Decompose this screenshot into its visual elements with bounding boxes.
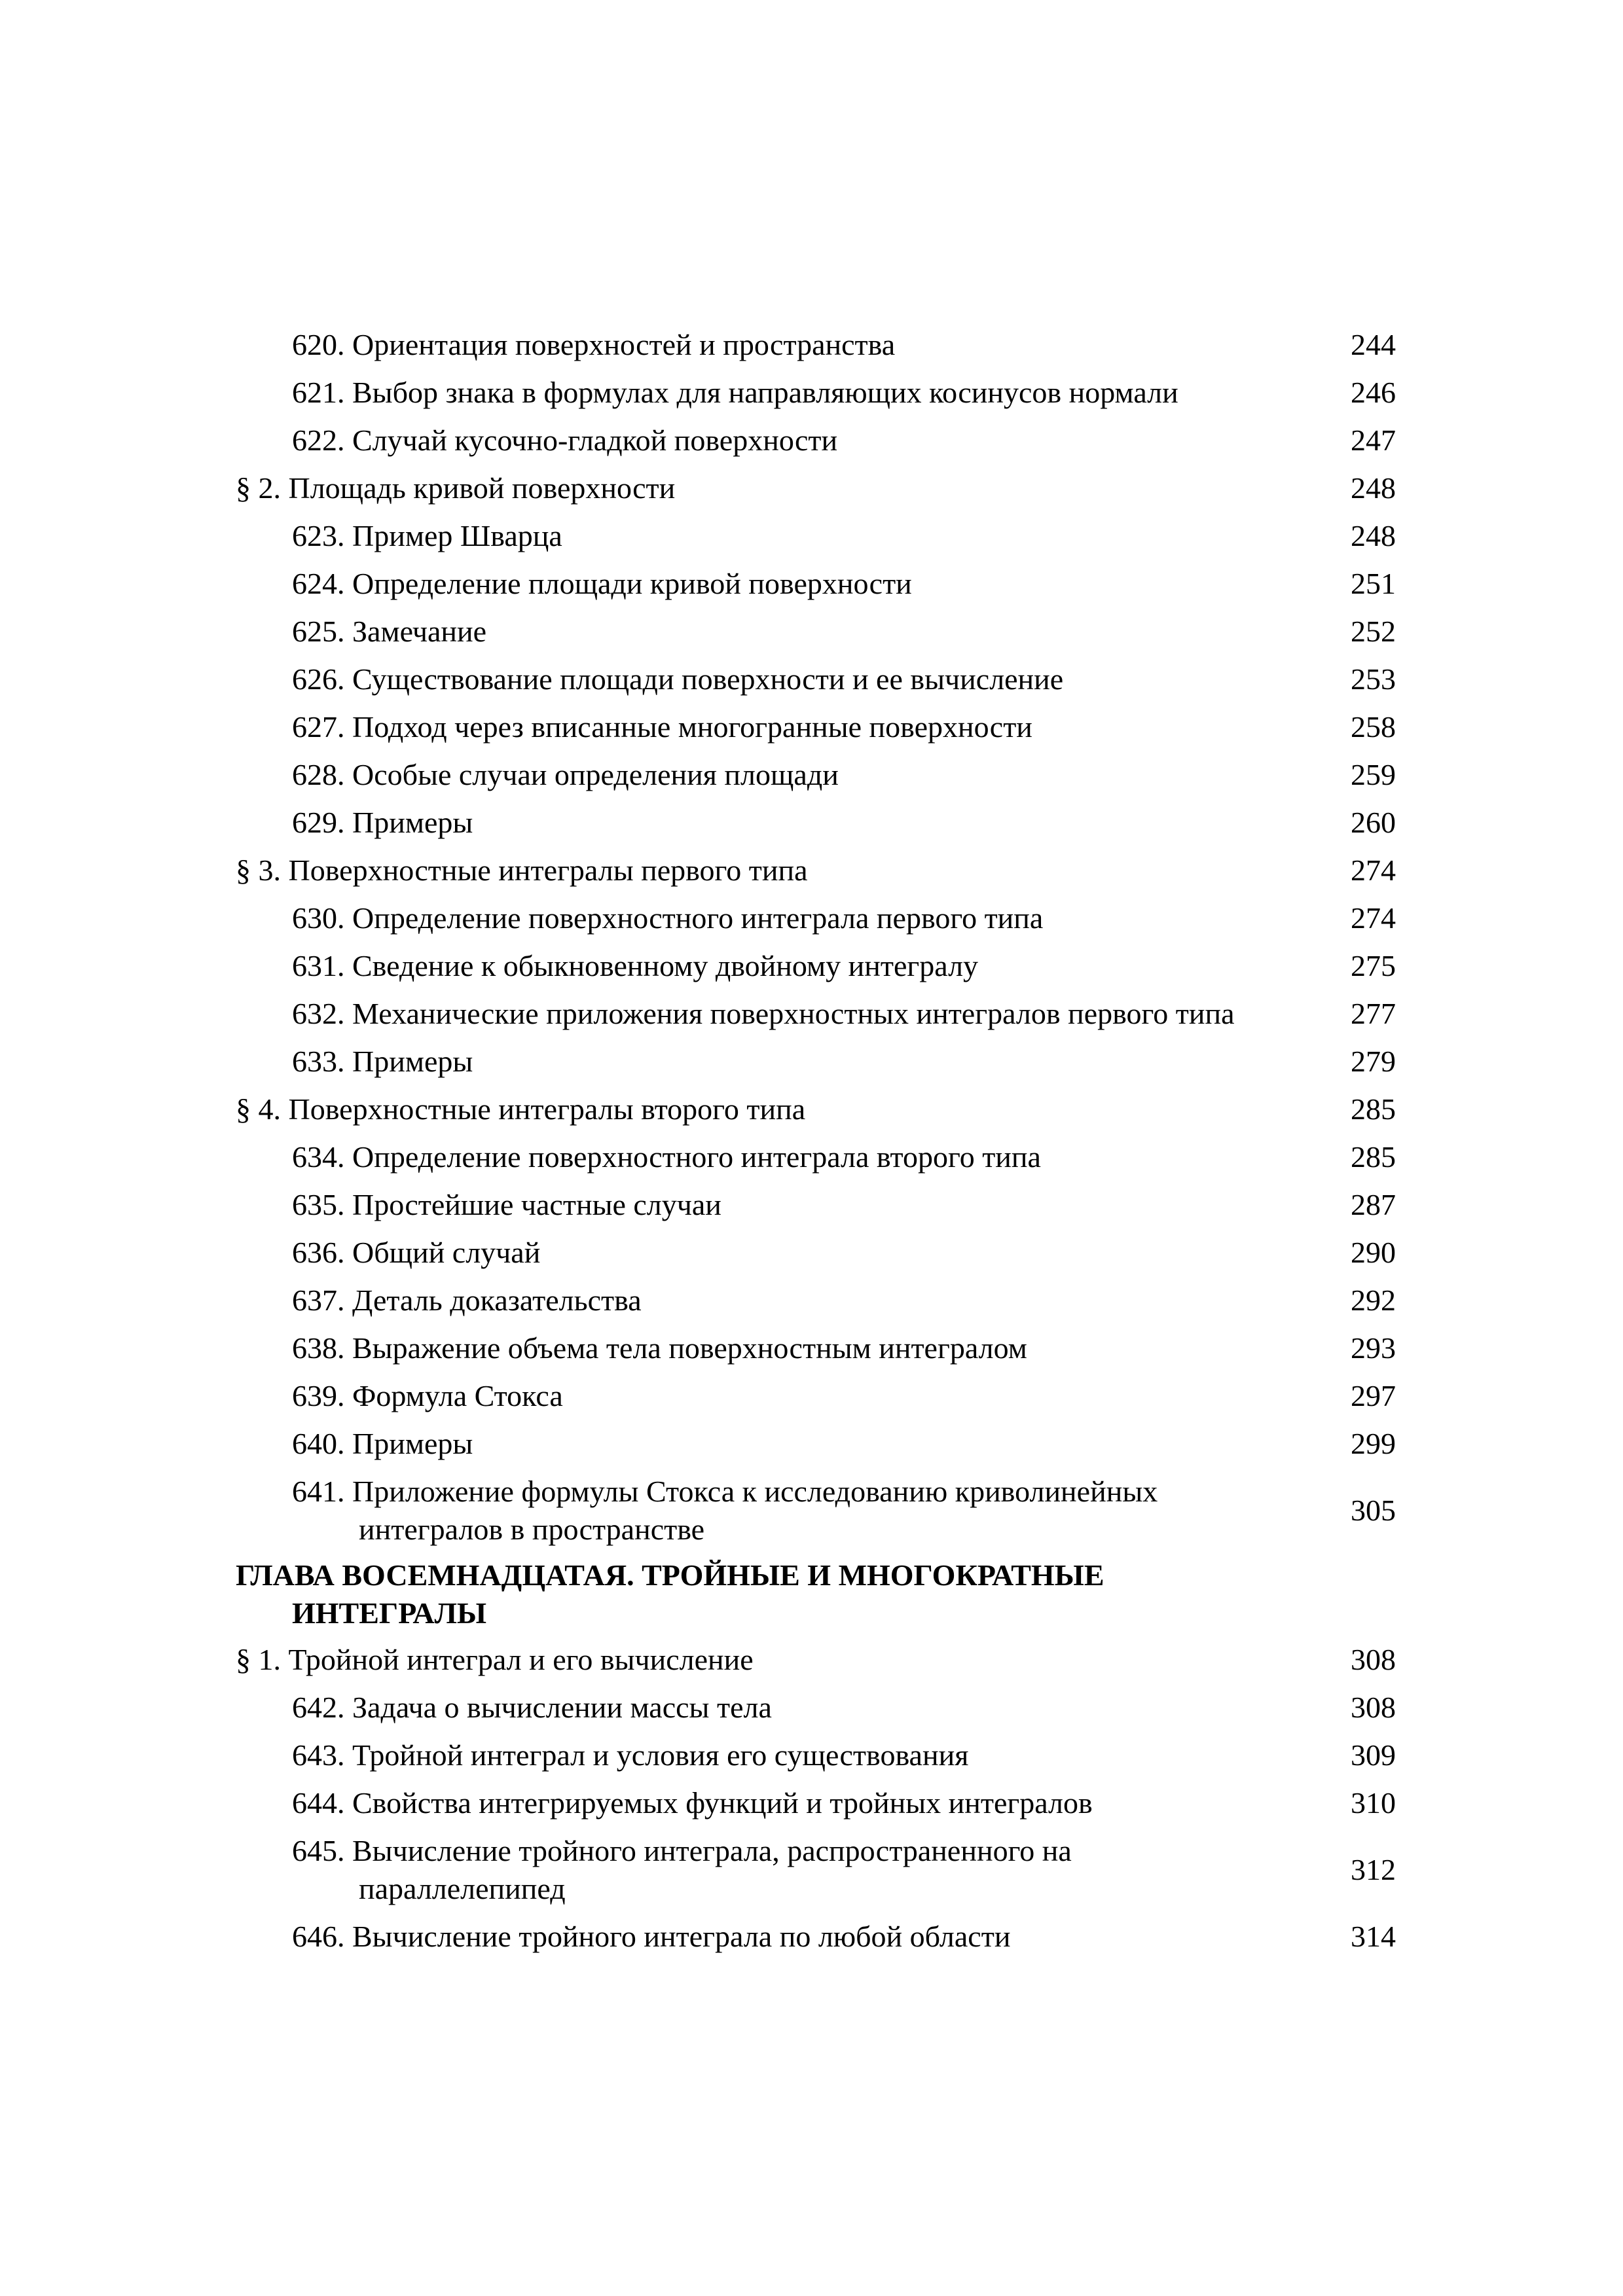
- toc-entry-page-number: 287: [1351, 1188, 1396, 1221]
- toc-entry-page-number: 246: [1351, 376, 1396, 409]
- toc-entry-page-number: 279: [1351, 1045, 1396, 1078]
- toc-entry-title: [236, 613, 1324, 651]
- toc-entry-page-number: 314: [1351, 1920, 1396, 1953]
- toc-item-row: [236, 704, 1396, 751]
- toc-entry-title: [236, 1918, 1324, 1956]
- toc-entry-title-line: 638. Выражение объема тела поверхностным интегралом: [292, 1331, 1027, 1365]
- toc-entry-page-number: 309: [1351, 1738, 1396, 1772]
- toc-entry-title: [236, 1282, 1324, 1319]
- toc-entry-title: [236, 804, 1324, 842]
- toc-item-row: [236, 1913, 1396, 1961]
- toc-entry-title: [236, 852, 1324, 889]
- toc-item-row: [236, 1038, 1396, 1086]
- toc-entry-title: [236, 422, 1324, 459]
- toc-entry-page-number: 285: [1351, 1092, 1396, 1126]
- toc-entry-title-line: 630. Определение поверхностного интеграла первого типа: [292, 901, 1044, 935]
- toc-item-row: [236, 1181, 1396, 1229]
- toc-entry-title-line: 623. Пример Шварца: [292, 519, 562, 552]
- toc-entry-page-number: 290: [1351, 1236, 1396, 1269]
- toc-entry-page-number: 308: [1351, 1643, 1396, 1676]
- toc-item-row: [236, 1732, 1396, 1780]
- toc-section-row: [236, 847, 1396, 895]
- toc-entry-title: [236, 1556, 1324, 1632]
- toc-entry-page-number: 247: [1351, 423, 1396, 457]
- toc-section-row: [236, 1636, 1396, 1684]
- toc-item-row: [236, 1229, 1396, 1277]
- toc-item-row: [236, 369, 1396, 417]
- toc-entry-title: [236, 1234, 1324, 1272]
- toc-entry-page-number: 308: [1351, 1691, 1396, 1724]
- toc-entry-title-line: 627. Подход через вписанные многогранные поверхности: [292, 710, 1032, 744]
- toc-entry-title: [236, 1832, 1324, 1908]
- toc-entry-page-number: 274: [1351, 901, 1396, 935]
- toc-item-row: [236, 1684, 1396, 1732]
- toc-entry-page-number: 253: [1351, 662, 1396, 696]
- toc-item-row: [236, 656, 1396, 704]
- toc-entry-title: [236, 1784, 1324, 1822]
- toc-entry-title: [236, 1090, 1324, 1128]
- toc-entry-title-line: 633. Примеры: [292, 1045, 473, 1078]
- toc-entry-title-line: 641. Приложение формулы Стокса к исследованию криволинейных: [292, 1475, 1158, 1508]
- toc-entry-title: [236, 565, 1324, 603]
- toc-item-row: [236, 1134, 1396, 1181]
- toc-entry-page-number: 293: [1351, 1331, 1396, 1365]
- toc-entry-title-line: 631. Сведение к обыкновенному двойному интегралу: [292, 949, 979, 982]
- toc-entry-title-line: 644. Свойства интегрируемых функций и тройных интегралов: [292, 1786, 1093, 1820]
- toc-item-row: [236, 751, 1396, 799]
- toc-entry-title-line: 626. Существование площади поверхности и ее вычисление: [292, 662, 1064, 696]
- toc-item-row: [236, 1420, 1396, 1468]
- toc-entry-title-line: ИНТЕГРАЛЫ: [292, 1596, 487, 1630]
- toc-item-row: [236, 560, 1396, 608]
- toc-entry-title-line: 632. Механические приложения поверхностных интегралов первого типа: [292, 997, 1235, 1030]
- toc-entry-title-line: 639. Формула Стокса: [292, 1379, 563, 1412]
- toc-entry-title: [236, 326, 1324, 364]
- toc-entry-page-number: 251: [1351, 567, 1396, 600]
- toc-item-row: [236, 608, 1396, 656]
- toc-entry-page-number: 312: [1351, 1853, 1396, 1886]
- toc-item-row: [236, 895, 1396, 942]
- toc-entry-title-line: параллелепипед: [359, 1872, 566, 1905]
- toc-item-row: [236, 1325, 1396, 1372]
- toc-entry-title-line: § 3. Поверхностные интегралы первого типа: [236, 853, 808, 887]
- toc-entry-title-line: 621. Выбор знака в формулах для направляющих косинусов нормали: [292, 376, 1178, 409]
- toc-item-row: [236, 990, 1396, 1038]
- toc-entry-title: [236, 1473, 1324, 1549]
- toc-entry-title: [236, 1329, 1324, 1367]
- toc-entry-title: [236, 1689, 1324, 1727]
- toc-entry-title-line: 642. Задача о вычислении массы тела: [292, 1691, 772, 1724]
- toc-entry-title: [236, 995, 1324, 1033]
- toc-entry-title: [236, 1736, 1324, 1774]
- toc-item-row: [236, 321, 1396, 369]
- toc-entry-title: [236, 1425, 1324, 1463]
- toc-entry-title-line: § 1. Тройной интеграл и его вычисление: [236, 1643, 754, 1676]
- toc-entry-title-line: 643. Тройной интеграл и условия его существования: [292, 1738, 969, 1772]
- toc-entry-title-line: 628. Особые случаи определения площади: [292, 758, 839, 791]
- toc-entry-title: [236, 756, 1324, 794]
- toc-entry-title: [236, 899, 1324, 937]
- toc-entry-title-line: 635. Простейшие частные случаи: [292, 1188, 721, 1221]
- toc-item-row: [236, 799, 1396, 847]
- toc-entry-title-line: 620. Ориентация поверхностей и пространства: [292, 328, 896, 361]
- toc-entry-page-number: 277: [1351, 997, 1396, 1030]
- toc-entry-page-number: 297: [1351, 1379, 1396, 1412]
- toc-entry-page-number: 258: [1351, 710, 1396, 744]
- toc-entry-title-line: 624. Определение площади кривой поверхности: [292, 567, 912, 600]
- toc-entry-title: [236, 947, 1324, 985]
- toc-entry-title: [236, 374, 1324, 412]
- toc-item-row: [236, 417, 1396, 465]
- toc-entry-title-line: 629. Примеры: [292, 806, 473, 839]
- toc-entry-page-number: 259: [1351, 758, 1396, 791]
- toc-entry-title: [236, 1377, 1324, 1415]
- toc-entry-page-number: 310: [1351, 1786, 1396, 1820]
- toc-entry-page-number: 244: [1351, 328, 1396, 361]
- toc-item-row: [236, 1277, 1396, 1325]
- toc-entry-title: [236, 517, 1324, 555]
- toc-entry-page-number: 248: [1351, 471, 1396, 505]
- toc-item-row: [236, 942, 1396, 990]
- toc-item-row: [236, 1468, 1396, 1554]
- toc-entry-title-line: 646. Вычисление тройного интеграла по любой области: [292, 1920, 1011, 1953]
- toc-entry-title: [236, 1138, 1324, 1176]
- table-of-contents: [236, 321, 1396, 1961]
- toc-entry-title-line: ГЛАВА ВОСЕМНАДЦАТАЯ. ТРОЙНЫЕ И МНОГОКРАТНЫЕ: [236, 1558, 1104, 1592]
- toc-entry-title-line: интегралов в пространстве: [359, 1513, 705, 1546]
- toc-entry-title-line: 640. Примеры: [292, 1427, 473, 1460]
- toc-item-row: [236, 1372, 1396, 1420]
- toc-entry-title: [236, 660, 1324, 698]
- toc-entry-title: [236, 1186, 1324, 1224]
- toc-item-row: [236, 512, 1396, 560]
- toc-section-row: [236, 1086, 1396, 1134]
- toc-entry-page-number: 275: [1351, 949, 1396, 982]
- toc-chapter-row: [236, 1554, 1396, 1636]
- toc-entry-page-number: 274: [1351, 853, 1396, 887]
- toc-entry-title: [236, 1641, 1324, 1679]
- toc-entry-title-line: 622. Случай кусочно-гладкой поверхности: [292, 423, 838, 457]
- toc-item-row: [236, 1780, 1396, 1827]
- toc-entry-title: [236, 1043, 1324, 1081]
- toc-entry-page-number: 252: [1351, 615, 1396, 648]
- toc-entry-page-number: 260: [1351, 806, 1396, 839]
- toc-entry-title-line: 645. Вычисление тройного интеграла, распространенного на: [292, 1834, 1072, 1867]
- toc-entry-title-line: 625. Замечание: [292, 615, 487, 648]
- toc-entry-page-number: 305: [1351, 1494, 1396, 1527]
- toc-entry-page-number: 299: [1351, 1427, 1396, 1460]
- toc-entry-page-number: 248: [1351, 519, 1396, 552]
- toc-entry-title: [236, 708, 1324, 746]
- toc-entry-title-line: § 2. Площадь кривой поверхности: [236, 471, 676, 505]
- toc-entry-title: [236, 469, 1324, 507]
- toc-entry-page-number: 285: [1351, 1140, 1396, 1174]
- toc-section-row: [236, 465, 1396, 512]
- toc-entry-title-line: § 4. Поверхностные интегралы второго типа: [236, 1092, 806, 1126]
- toc-entry-title-line: 634. Определение поверхностного интеграла второго типа: [292, 1140, 1041, 1174]
- toc-entry-title-line: 636. Общий случай: [292, 1236, 541, 1269]
- toc-entry-page-number: 292: [1351, 1283, 1396, 1317]
- toc-item-row: [236, 1827, 1396, 1913]
- toc-entry-title-line: 637. Деталь доказательства: [292, 1283, 642, 1317]
